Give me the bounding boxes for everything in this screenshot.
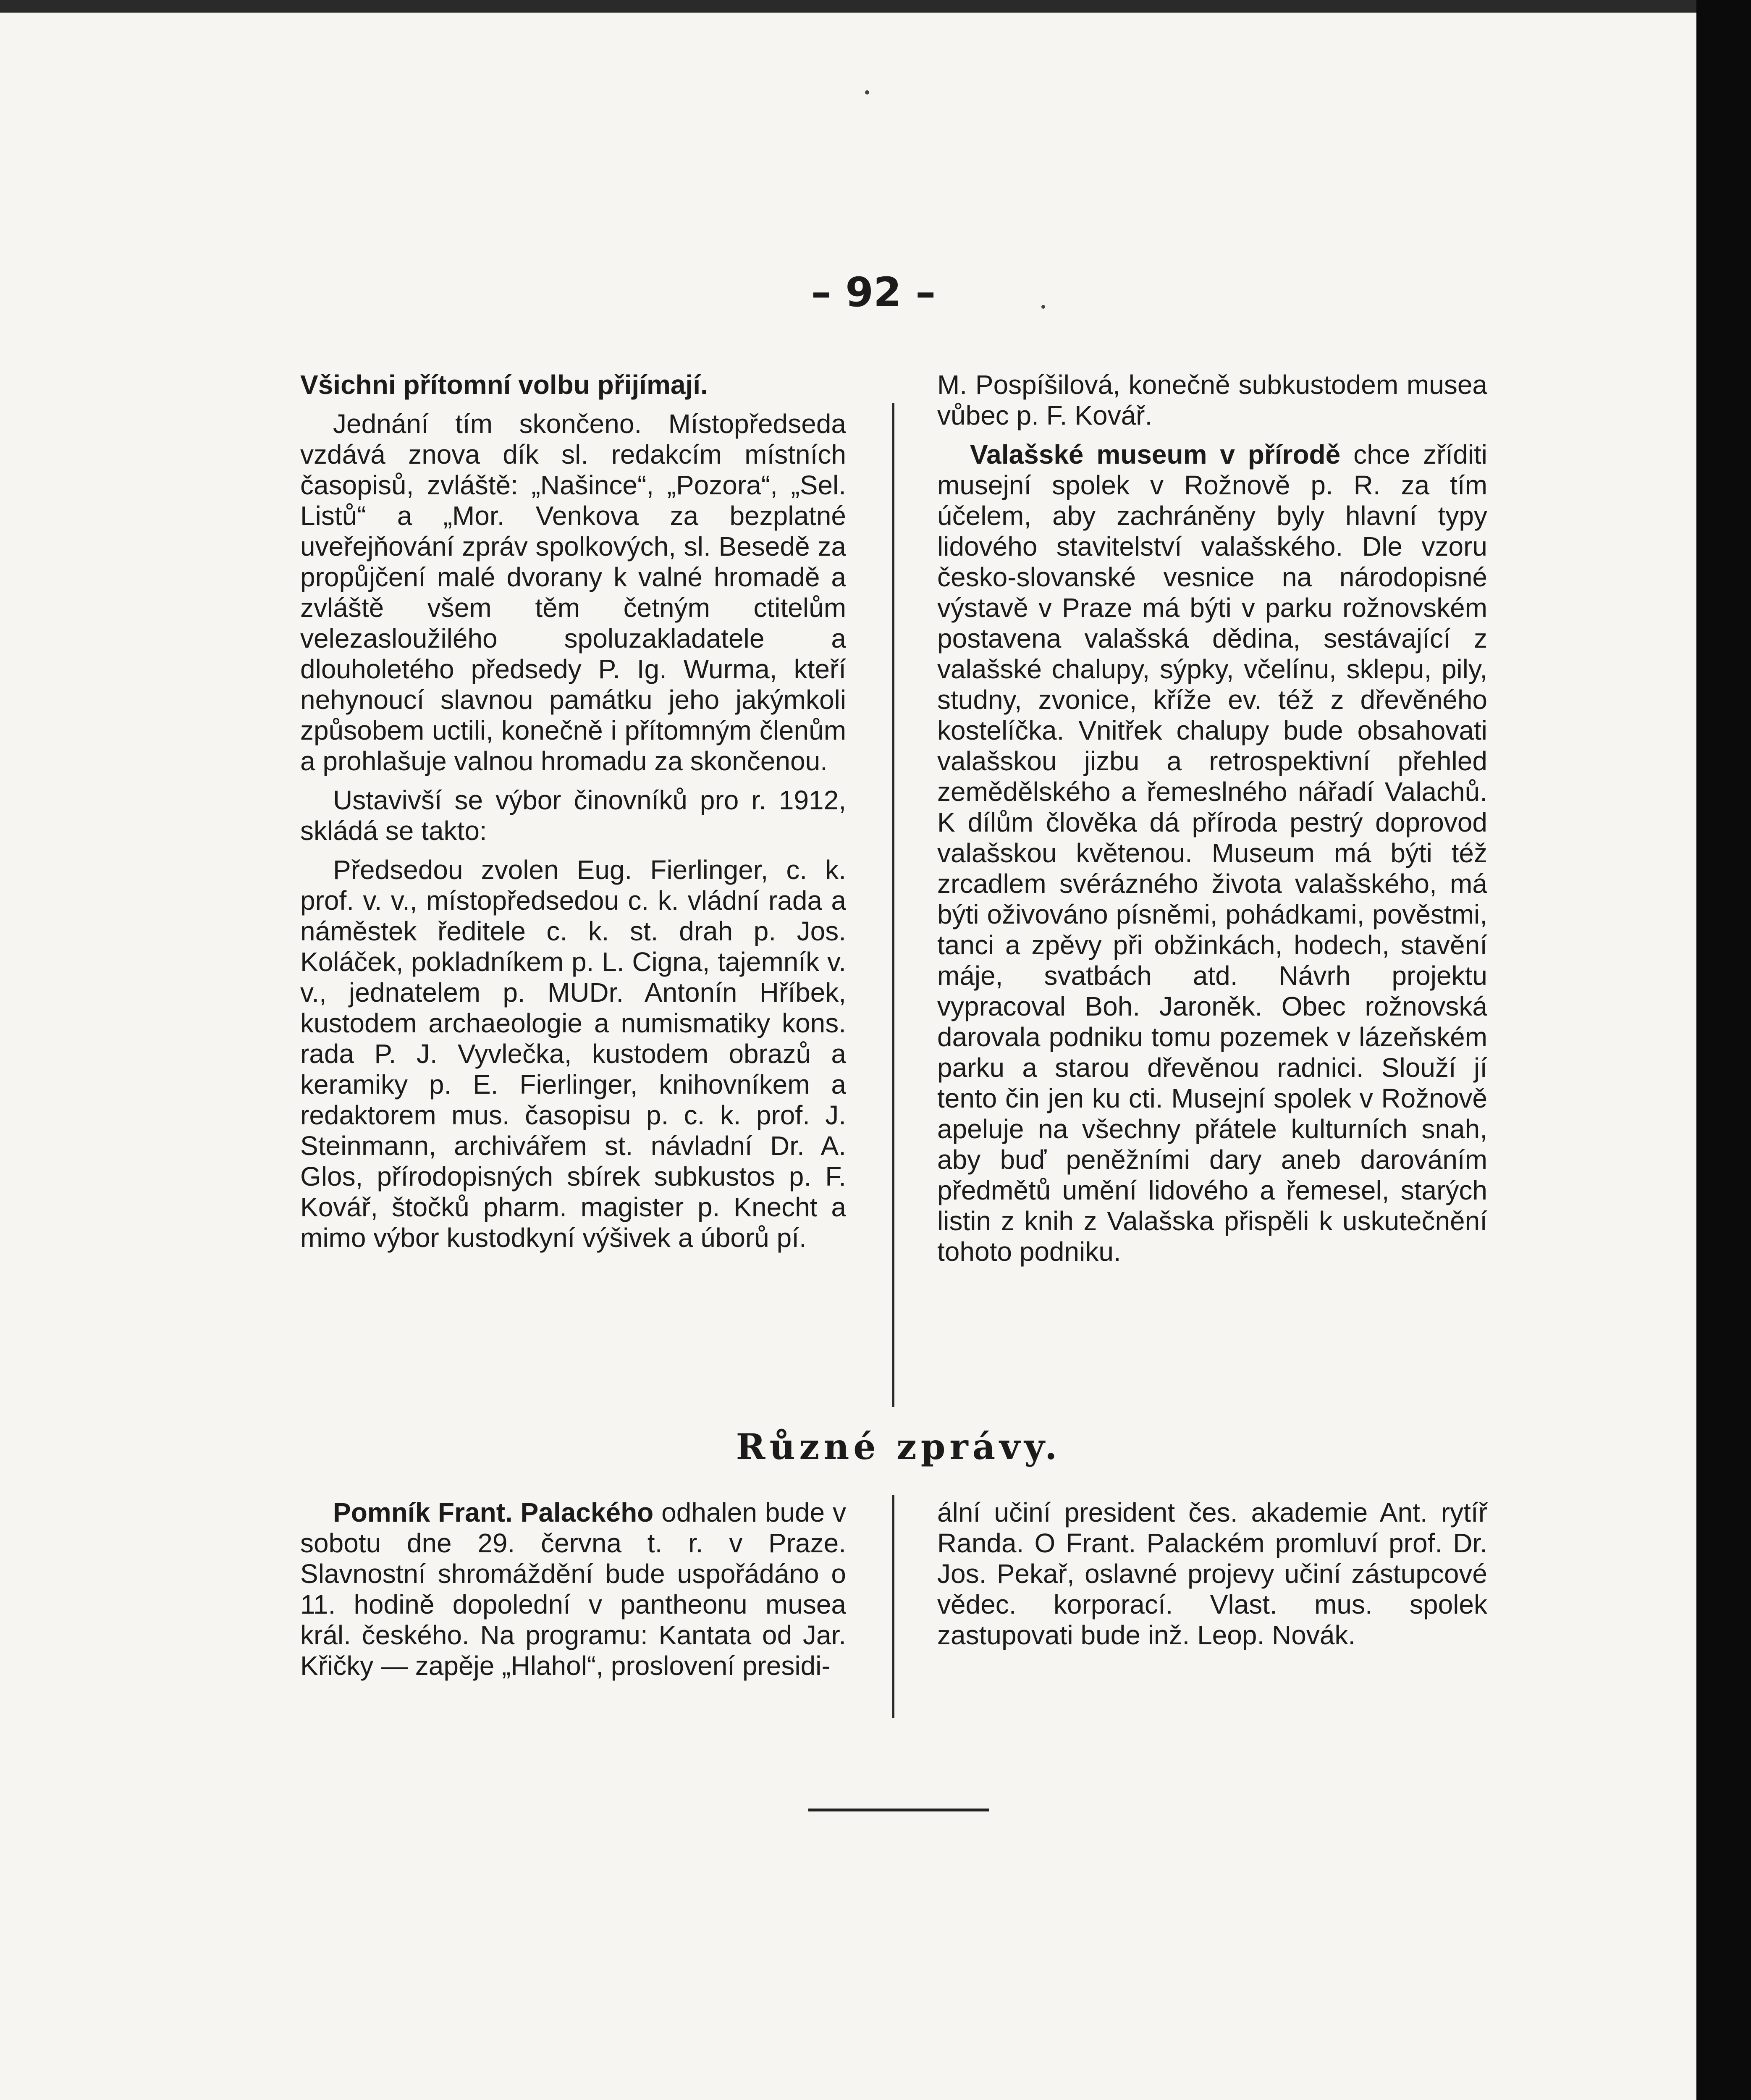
paragraph: Jednání tím skončeno. Místopředseda vzdává znova dík sl. redakcím místních časopisů, zvláště: „Našince“, „Pozora“, „Sel. Listů“ a „Mor. Venkova za bezplatné uveřejňování zpráv spolkových, sl. Besedě za propůjčení malé dvorany k valné hromadě a zvláště všem těm četným ctitelům velezasloužilého spoluzakladatele a dlouholetého předsedy P. Ig. Wurma, kteří nehynoucí slavnou památku jeho jakýmkoli způsobem uctili, konečně i přítomným členům a prohlašuje valnou hromadu za skončenou. <box>300 409 846 776</box>
paragraph <box>300 1497 846 1681</box>
paragraph: Předsedou zvolen Eug. Fierlinger, c. k. prof. v. v., místopředsedou c. k. vládní rada a náměstek ředitele c. k. st. drah p. Jos. Koláček, pokladníkem p. L. Cigna, tajemník v. v., jednatelem p. MUDr. Antonín Hříbek, kustodem archaeologie a numismatiky kons. rada P. J. Vyvlečka, kustodem obrazů a keramiky p. E. Fierlinger, knihovníkem a redaktorem mus. časopisu p. c. k. prof. J. Steinmann, archivářem st. návladní Dr. A. Glos, přírodopisných sbírek subkustos p. F. Kovář, štočků pharm. magister p. Knecht a mimo výbor kustodkyní výšivek a úborů pí. <box>300 855 846 1253</box>
scan-speck <box>1041 305 1045 309</box>
paragraph: Ustavivší se výbor činovníků pro r. 1912, skládá se takto: <box>300 785 846 846</box>
paragraph <box>937 439 1487 1267</box>
section-heading: Různé zprávy. <box>736 1426 1062 1467</box>
page-number: – 92 – <box>811 269 936 316</box>
scan-border-right <box>1696 0 1751 2100</box>
left-column-bottom <box>300 1497 846 1681</box>
article-title: Valašské museum v přírodě <box>970 439 1341 470</box>
paragraph: Všichni přítomní volbu přijímají. <box>300 370 708 400</box>
column-divider <box>892 1495 894 1718</box>
paragraph: M. Pospíšilová, konečně subkustodem musea vůbec p. F. Kovář. <box>937 370 1487 430</box>
scan-border-top <box>0 0 1751 13</box>
left-column-top <box>300 370 846 1253</box>
end-rule <box>808 1809 989 1811</box>
article-body: odhalen bude v sobotu dne 29. června t. r. v Praze. Slavnostní shromáždění bude uspořádáno o 11. hodině dopolední v pantheonu musea král. českého. Na programu: Kantata od Jar. Křičky — zapěje „Hlahol“, proslovení presidi- <box>300 1497 847 1681</box>
article-title: Pomník Frant. Palackého <box>333 1497 654 1528</box>
paragraph: ální učiní president čes. akademie Ant. rytíř Randa. O Frant. Palackém promluví prof. Dr. Jos. Pekař, oslavné projevy učiní zástupcové vědec. korporací. Vlast. mus. spolek zastupovati bude inž. Leop. Novák. <box>937 1497 1487 1650</box>
scan-speck <box>865 90 869 94</box>
right-column-top <box>937 370 1487 1267</box>
right-column-bottom <box>937 1497 1487 1651</box>
column-divider <box>892 403 894 1407</box>
article-body: chce zříditi musejní spolek v Rožnově p. R. za tím účelem, aby zachráněny byly hlavní typy lidového stavitelství valašského. Dle vzoru česko-slovanské vesnice na národopisné výstavě v Praze má býti v parku rožnovském postavena valašská dědina, sestávající z valašské chalupy, sýpky, včelínu, sklepu, pily, studny, zvonice, kříže ev. též z dřevěného kostelíčka. Vnitřek chalupy bude obsahovati valašskou jizbu a retrospektivní přehled zemědělského a řemeslného nářadí Valachů. K dílům člověka dá příroda pestrý doprovod valašskou květenou. Museum má býti též zrcadlem svérázného života valašského, má býti oživováno písněmi, pohádkami, pověstmi, tanci a zpěvy při obžinkách, hodech, stavění máje, svatbách atd. Návrh projektu vypracoval Boh. Jaroněk. Obec rožnovská darovala podniku tomu pozemek v lázeňském parku a starou dřevěnou radnici. Slouží jí tento čin jen ku cti. Musejní spolek v Rožnově apeluje na všechny přátele kulturních snah, aby buď peněžními dary aneb darováním předmětů umění lidového a řemesel, starých listin z knih z Valašska přispěli k uskutečnění tohoto podniku. <box>937 439 1488 1267</box>
